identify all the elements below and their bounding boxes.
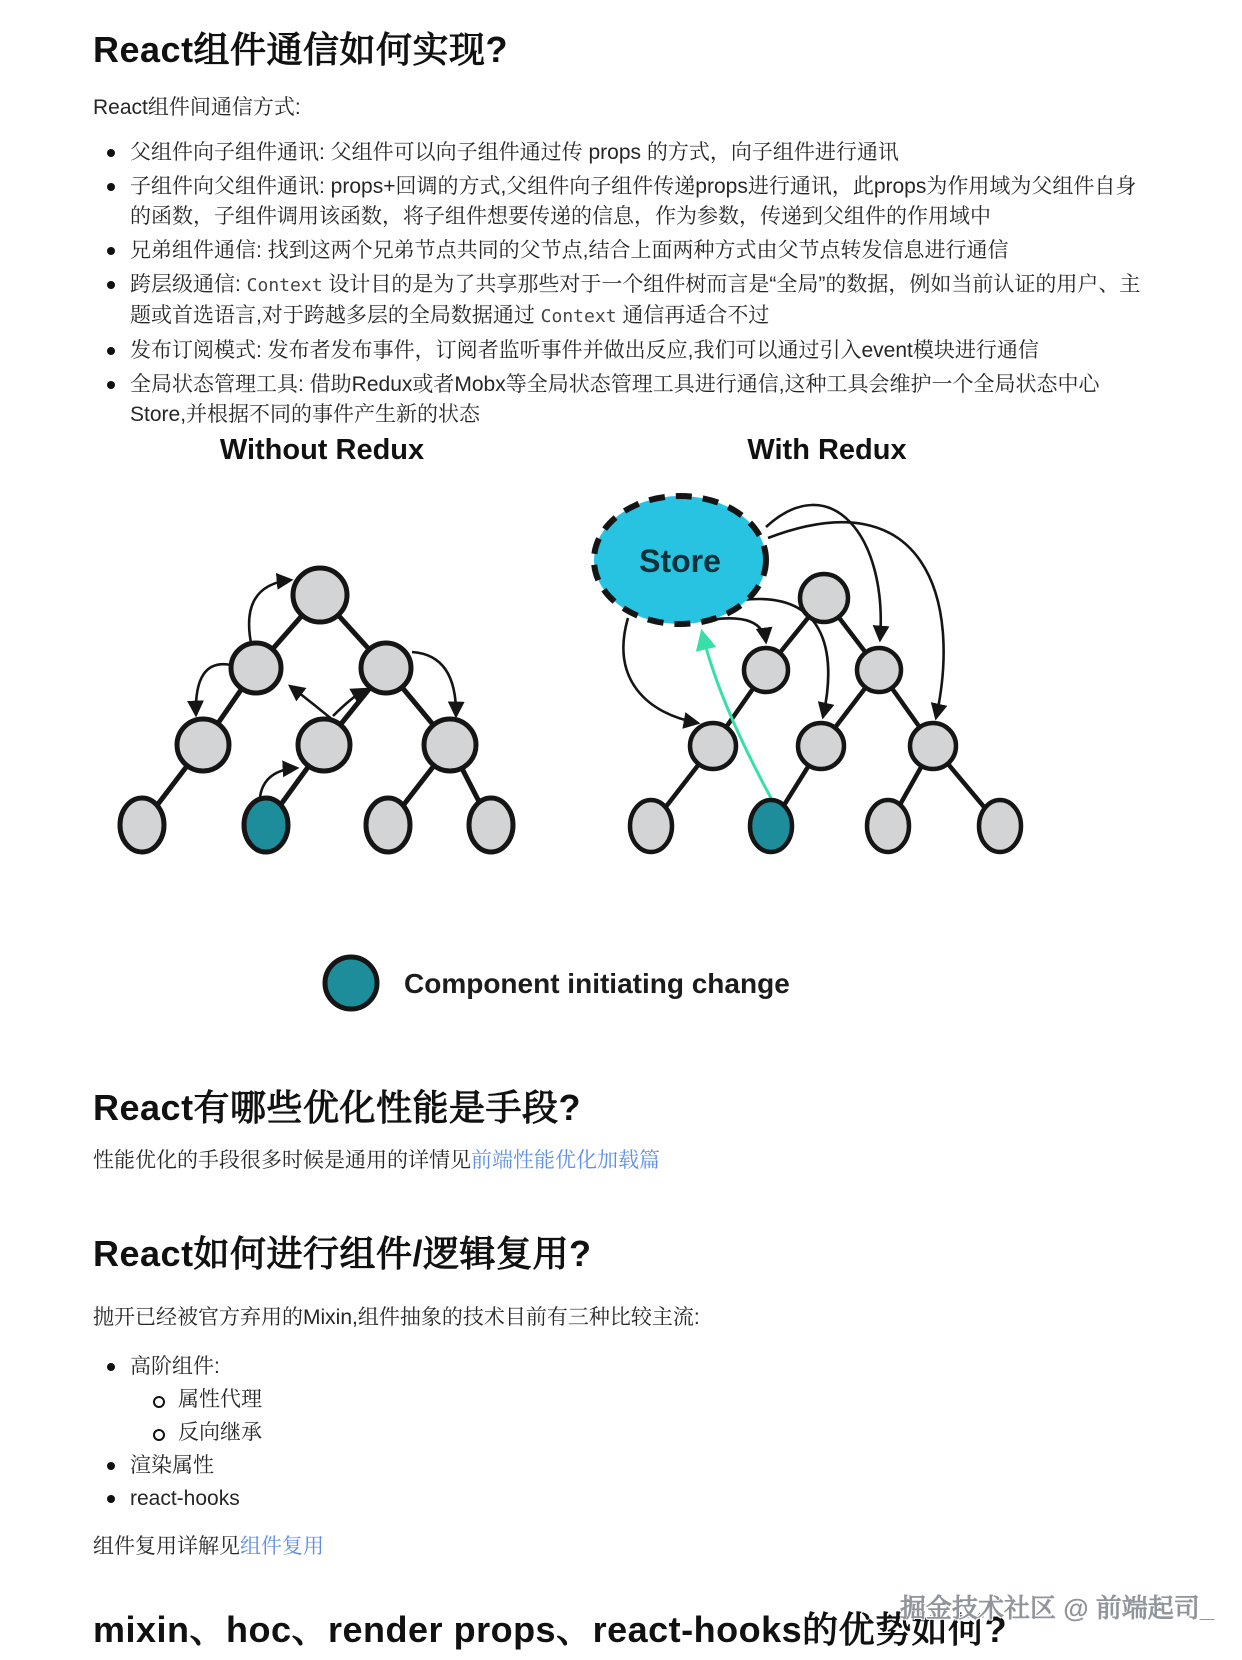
inline-code: Context xyxy=(246,275,323,296)
tree-node xyxy=(630,800,672,852)
list-item-text: 全局状态管理工具: 借助Redux或者Mobx等全局状态管理工具进行通信,这种工具会维护一个全局状态中心Store,并根据不同的事件产生新的状态 xyxy=(130,373,1100,426)
tree-node xyxy=(177,719,229,771)
tree-node xyxy=(867,800,909,852)
tree-node xyxy=(744,648,788,692)
tree-node xyxy=(120,798,164,852)
list-item-nested xyxy=(93,1383,262,1416)
reuse-outro-text: 组件复用详解见 xyxy=(93,1535,240,1558)
list-item xyxy=(93,336,1151,366)
heading-component-communication: React组件通信如何实现? xyxy=(93,29,509,70)
list-item-text: 属性代理 xyxy=(178,1388,262,1411)
heading-advantages: mixin、hoc、render props、react-hooks的优势如何? xyxy=(93,1609,1008,1650)
diagram-title-without-redux: Without Redux xyxy=(219,434,425,466)
list-item-text: 高阶组件: xyxy=(130,1355,220,1378)
heading-performance: React有哪些优化性能是手段? xyxy=(93,1087,582,1128)
list-item-text: 渲染属性 xyxy=(130,1454,214,1477)
list-item xyxy=(93,236,1151,266)
list-item xyxy=(93,1449,262,1482)
reuse-link[interactable]: 组件复用 xyxy=(240,1535,324,1558)
tree-node xyxy=(798,723,844,769)
store-label: Store xyxy=(639,543,721,579)
reuse-outro xyxy=(93,1532,324,1562)
list-item-text: 父组件向子组件通讯: 父组件可以向子组件通过传 props 的方式，向子组件进行通讯 xyxy=(130,141,899,164)
list-item xyxy=(93,1482,262,1515)
tree-node xyxy=(298,719,350,771)
tree-node xyxy=(361,643,411,693)
tree-node xyxy=(293,568,347,622)
list-item xyxy=(93,138,1151,168)
tree-node xyxy=(231,643,281,693)
reuse-list xyxy=(93,1350,262,1515)
list-item-text: 发布订阅模式: 发布者发布事件，订阅者监听事件并做出反应,我们可以通过引入event模块进行通信 xyxy=(130,339,1039,362)
list-item-nested xyxy=(93,1416,262,1449)
diagram-legend xyxy=(325,957,790,1009)
performance-link[interactable]: 前端性能优化加载篇 xyxy=(471,1149,660,1172)
inline-code: Context xyxy=(540,306,617,327)
tree-node xyxy=(800,574,848,622)
list-item xyxy=(93,270,1151,332)
list-item-text: 子组件向父组件通讯: props+回调的方式,父组件向子组件传递props进行通讯，此props为作用域为父组件自身的函数，子组件调用该函数，将子组件想要传递的信息，作为参数，传递到父组件的作用域中 xyxy=(130,175,1137,228)
tree-node xyxy=(469,798,513,852)
list-item-text: 反向继承 xyxy=(178,1421,262,1444)
heading-reuse: React如何进行组件/逻辑复用? xyxy=(93,1233,592,1274)
list-item-text: 设计目的是为了共享那些对于一个组件树而言是“全局”的数据，例如当前认证的用户、主题或首选语言,对于跨越多层的全局数据通过 xyxy=(130,273,1141,327)
legend-swatch xyxy=(325,957,377,1009)
tree-without-redux-nodes xyxy=(120,568,513,852)
list-item-text: 跨层级通信: xyxy=(130,273,247,296)
tree-without-redux xyxy=(142,595,491,825)
reuse-intro: 抛开已经被官方弃用的Mixin,组件抽象的技术目前有三种比较主流: xyxy=(93,1306,700,1329)
list-item-text: 兄弟组件通信: 找到这两个兄弟节点共同的父节点,结合上面两种方式由父节点转发信息进行通信 xyxy=(130,239,1009,262)
list-item-text: react-hooks xyxy=(130,1487,240,1510)
communication-intro: React组件间通信方式: xyxy=(93,96,301,119)
redux-diagram xyxy=(60,425,1170,1025)
list-item-text: 通信再适合不过 xyxy=(616,304,770,327)
performance-text: 性能优化的手段很多时候是通用的详情见 xyxy=(93,1149,471,1172)
performance-paragraph xyxy=(93,1146,660,1176)
tree-node-initiating xyxy=(244,798,288,852)
tree-node xyxy=(690,723,736,769)
tree-node xyxy=(857,648,901,692)
tree-node xyxy=(366,798,410,852)
legend-label: Component initiating change xyxy=(404,968,790,999)
list-item xyxy=(93,370,1151,430)
tree-node xyxy=(910,723,956,769)
diagram-title-with-redux: With Redux xyxy=(747,434,907,466)
tree-node xyxy=(979,800,1021,852)
list-item xyxy=(93,1350,262,1383)
watermark: 掘金技术社区 @ 前端起司_ xyxy=(900,1593,1215,1623)
communication-list xyxy=(93,138,1151,434)
tree-node xyxy=(424,719,476,771)
list-item xyxy=(93,172,1151,232)
tree-node-initiating xyxy=(750,800,792,852)
